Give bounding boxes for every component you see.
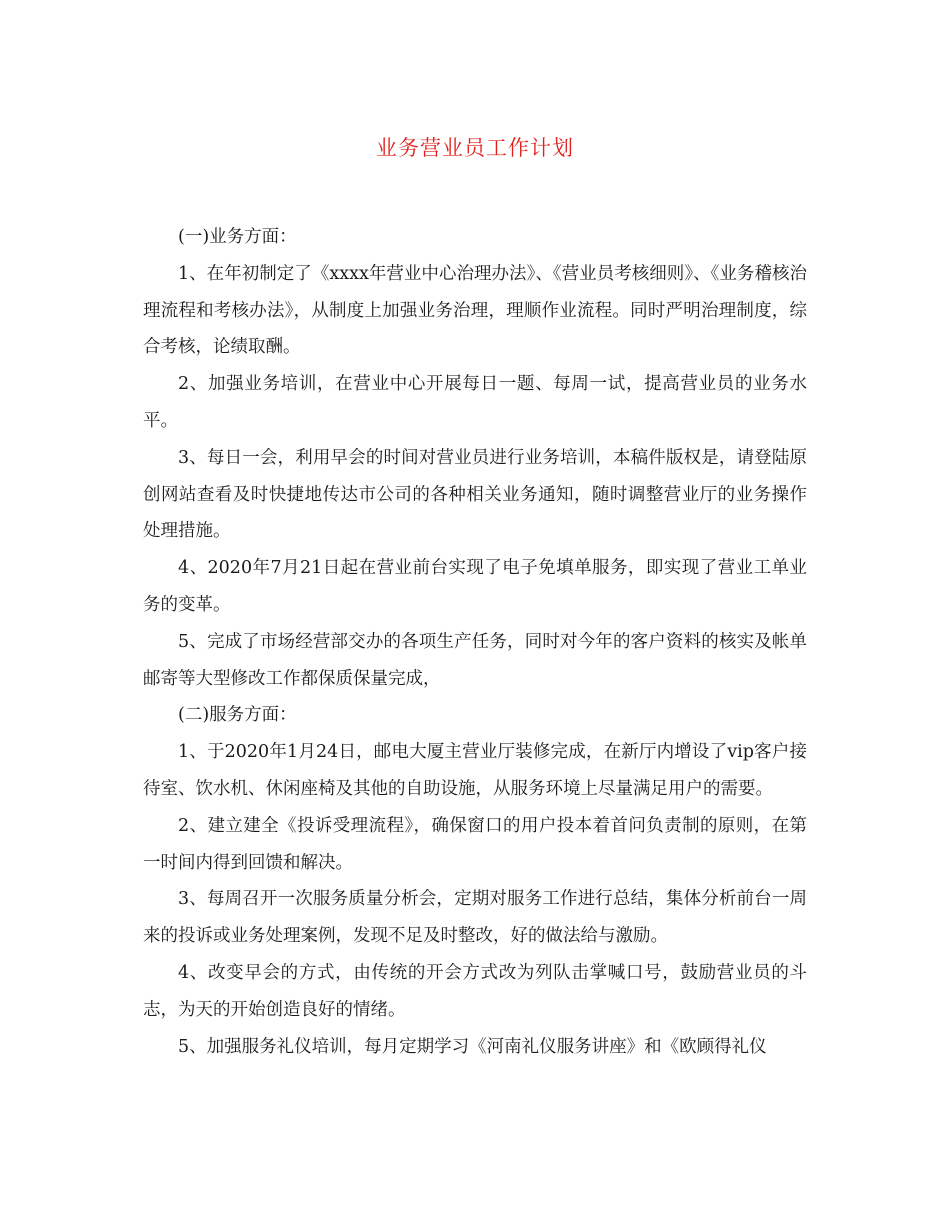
paragraph-business-1: 1、在年初制定了《xxxx年营业中心治理办法》、《营业员考核细则》、《业务稽核治理流程和考核办法》，从制度上加强业务治理，理顺作业流程。同时严明治理制度，综合考核，论绩取酬。 (143, 263, 807, 358)
paragraph-service-3: 3、每周召开一次服务质量分析会，定期对服务工作进行总结，集体分析前台一周来的投诉或业务处理案例，发现不足及时整改，好的做法给与激励。 (143, 889, 807, 947)
paragraph-business-2: 2、加强业务培训，在营业中心开展每日一题、每周一试，提高营业员的业务水平。 (143, 374, 807, 431)
paragraph-service-2: 2、建立建全《投诉受理流程》，确保窗口的用户投本着首问负责制的原则，在第一时间内得到回馈和解决。 (143, 815, 807, 873)
document-title: 业务营业员工作计划 (376, 136, 574, 160)
paragraph-service-5: 5、加强服务礼仪培训，每月定期学习《河南礼仪服务讲座》和《欧顾得礼仪 (178, 1036, 767, 1057)
paragraph-business-3: 3、每日一会，利用早会的时间对营业员进行业务培训，本稿件版权是，请登陆原创网站查看及时快捷地传达市公司的各种相关业务通知，随时调整营业厅的业务操作处理措施。 (143, 447, 807, 542)
paragraph-service-1: 1、于2020年1月24日，邮电大厦主营业厅装修完成，在新厅内增设了vip客户接待室、饮水机、休闲座椅及其他的自助设施，从服务环境上尽量满足用户的需要。 (143, 742, 807, 799)
paragraph-business-5: 5、完成了市场经营部交办的各项生产任务，同时对今年的客户资料的核实及帐单邮寄等大型修改工作都保质保量完成， (143, 631, 807, 689)
section-heading-business: (一)业务方面： (178, 227, 297, 247)
section-heading-service: (二)服务方面： (178, 705, 297, 726)
paragraph-service-4: 4、改变早会的方式，由传统的开会方式改为列队击掌喊口号，鼓励营业员的斗志，为天的开始创造良好的情绪。 (143, 962, 807, 1020)
paragraph-business-4: 4、2020年7月21日起在营业前台实现了电子免填单服务，即实现了营业工单业务的变革。 (143, 558, 807, 615)
document-body (143, 219, 807, 1065)
